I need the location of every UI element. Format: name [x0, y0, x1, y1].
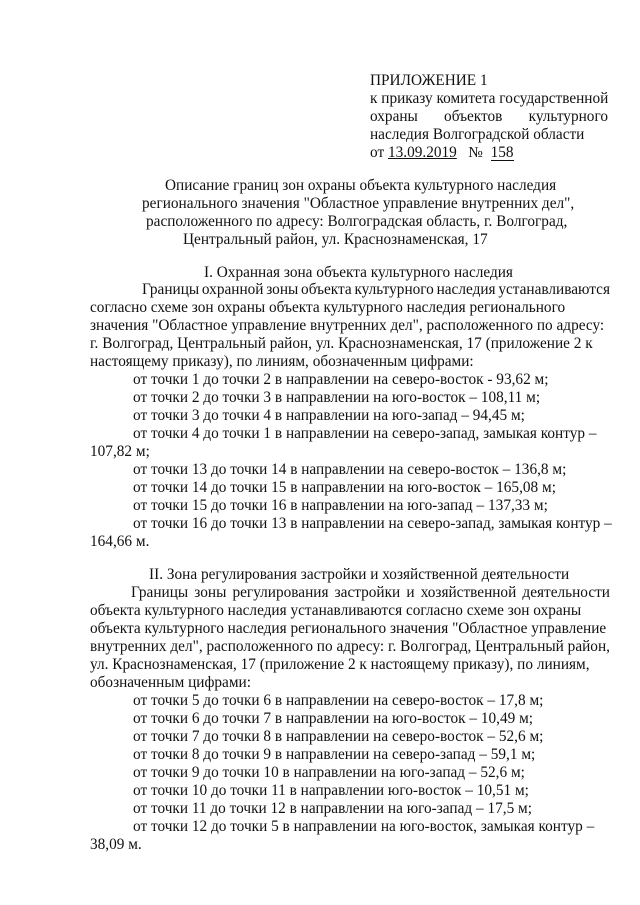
appendix-from-label: от	[370, 144, 385, 161]
boundary-line-item: от точки 1 до точки 2 в направлении на северо-восток - 93,62 м;	[133, 371, 549, 388]
word: хозяйственной	[420, 584, 517, 601]
boundary-line-item: от точки 15 до точки 16 в направлении на юго-запад – 137,33 м;	[133, 497, 548, 514]
paragraph-line: ул. Краснознаменская, 17 (приложение 2 к настоящему приказу), по линиям,	[90, 656, 590, 673]
word: устанавливаются	[498, 281, 610, 298]
appendix-date: 13.09.2019	[387, 144, 457, 161]
boundary-line-item: от точки 3 до точки 4 в направлении на юго-запад – 94,45 м;	[133, 407, 525, 424]
boundary-line-item: от точки 5 до точки 6 в направлении на северо-восток – 17,8 м;	[133, 692, 544, 709]
word: культурного	[354, 281, 434, 298]
boundary-line-item: от точки 4 до точки 1 в направлении на северо-запад, замыкая контур –	[133, 425, 597, 442]
paragraph-line: настоящему приказу), по линиям, обозначенным цифрами:	[90, 353, 474, 370]
paragraph-line: внутренних дел", расположенного по адресу: г. Волгоград, Центральный район,	[90, 638, 610, 655]
word: зоны	[266, 281, 299, 298]
appendix-word: объектов	[444, 108, 503, 125]
paragraph-line	[131, 584, 610, 602]
paragraph-line	[142, 281, 610, 299]
appendix-title: ПРИЛОЖЕНИЕ 1	[370, 72, 488, 89]
word: деятельности	[522, 584, 610, 601]
appendix-line-1: к приказу комитета государственной	[370, 90, 609, 107]
title-line: Центральный район, ул. Краснознаменская, 17	[183, 231, 488, 248]
word: Границы	[142, 281, 200, 298]
paragraph-line: г. Волгоград, Центральный район, ул. Краснознаменская, 17 (приложение 2 к	[90, 335, 593, 352]
appendix-word: охраны	[370, 108, 418, 125]
boundary-line-item: 164,66 м.	[90, 533, 150, 550]
title-line: расположенного по адресу: Волгоградская область, г. Волгоград,	[146, 213, 568, 230]
boundary-line-item: от точки 6 до точки 7 в направлении на юго-восток – 10,49 м;	[133, 710, 534, 727]
word: Границы	[131, 584, 189, 601]
boundary-line-item: от точки 12 до точки 5 в направлении на юго-восток, замыкая контур –	[133, 818, 595, 835]
boundary-line-item: от точки 7 до точки 8 в направлении на северо-восток – 52,6 м;	[133, 728, 544, 745]
paragraph-line: согласно схеме зон охраны объекта культурного наследия регионального	[90, 299, 566, 316]
word: зоны	[194, 584, 227, 601]
boundary-line-item: от точки 10 до точки 11 в направлении юго-восток – 10,51 м;	[133, 782, 529, 799]
title-line: Описание границ зон охраны объекта культурного наследия	[165, 177, 557, 194]
boundary-line-item: от точки 2 до точки 3 в направлении на юго-восток – 108,11 м;	[133, 389, 541, 406]
appendix-line-2	[370, 108, 608, 126]
boundary-line-item: от точки 9 до точки 10 в направлении на юго-запад – 52,6 м;	[133, 764, 525, 781]
paragraph-line: обозначенным цифрами:	[90, 674, 251, 691]
section-heading: I. Охранная зона объекта культурного наследия	[204, 264, 513, 281]
word: регулирования	[232, 584, 329, 601]
appendix-word: культурного	[528, 108, 608, 125]
boundary-line-item: от точки 14 до точки 15 в направлении на юго-восток – 165,08 м;	[133, 479, 556, 496]
boundary-line-item: от точки 8 до точки 9 в направлении на северо-запад – 59,1 м;	[133, 746, 536, 763]
boundary-line-item: от точки 16 до точки 13 в направлении на северо-запад, замыкая контур –	[133, 515, 612, 532]
section-heading: II. Зона регулирования застройки и хозяйственной деятельности	[149, 566, 570, 583]
word: застройки	[334, 584, 401, 601]
boundary-line-item: от точки 11 до точки 12 в направлении на юго-запад – 17,5 м;	[133, 800, 532, 817]
paragraph-line: объекта культурного наследия устанавливаются согласно схеме зон охраны	[90, 602, 582, 619]
appendix-number-sign: №	[468, 144, 483, 161]
paragraph-line: объекта культурного наследия регионального значения "Областное управление	[90, 620, 607, 637]
appendix-date-line	[370, 144, 514, 162]
boundary-line-item: от точки 13 до точки 14 в направлении на северо-восток – 136,8 м;	[133, 461, 567, 478]
paragraph-line: значения "Областное управление внутренних дел", расположенного по адресу:	[90, 317, 605, 334]
word: и	[406, 584, 415, 601]
word: охранной	[201, 281, 264, 298]
appendix-line-3: наследия Волгоградской области	[370, 126, 585, 143]
boundary-line-item: 107,82 м;	[90, 443, 150, 460]
word: наследия	[436, 281, 496, 298]
appendix-number: 158	[490, 144, 514, 161]
word: объекта	[301, 281, 352, 298]
boundary-line-item: 38,09 м.	[90, 836, 142, 853]
title-line: регионального значения "Областное управление внутренних дел",	[142, 195, 575, 212]
